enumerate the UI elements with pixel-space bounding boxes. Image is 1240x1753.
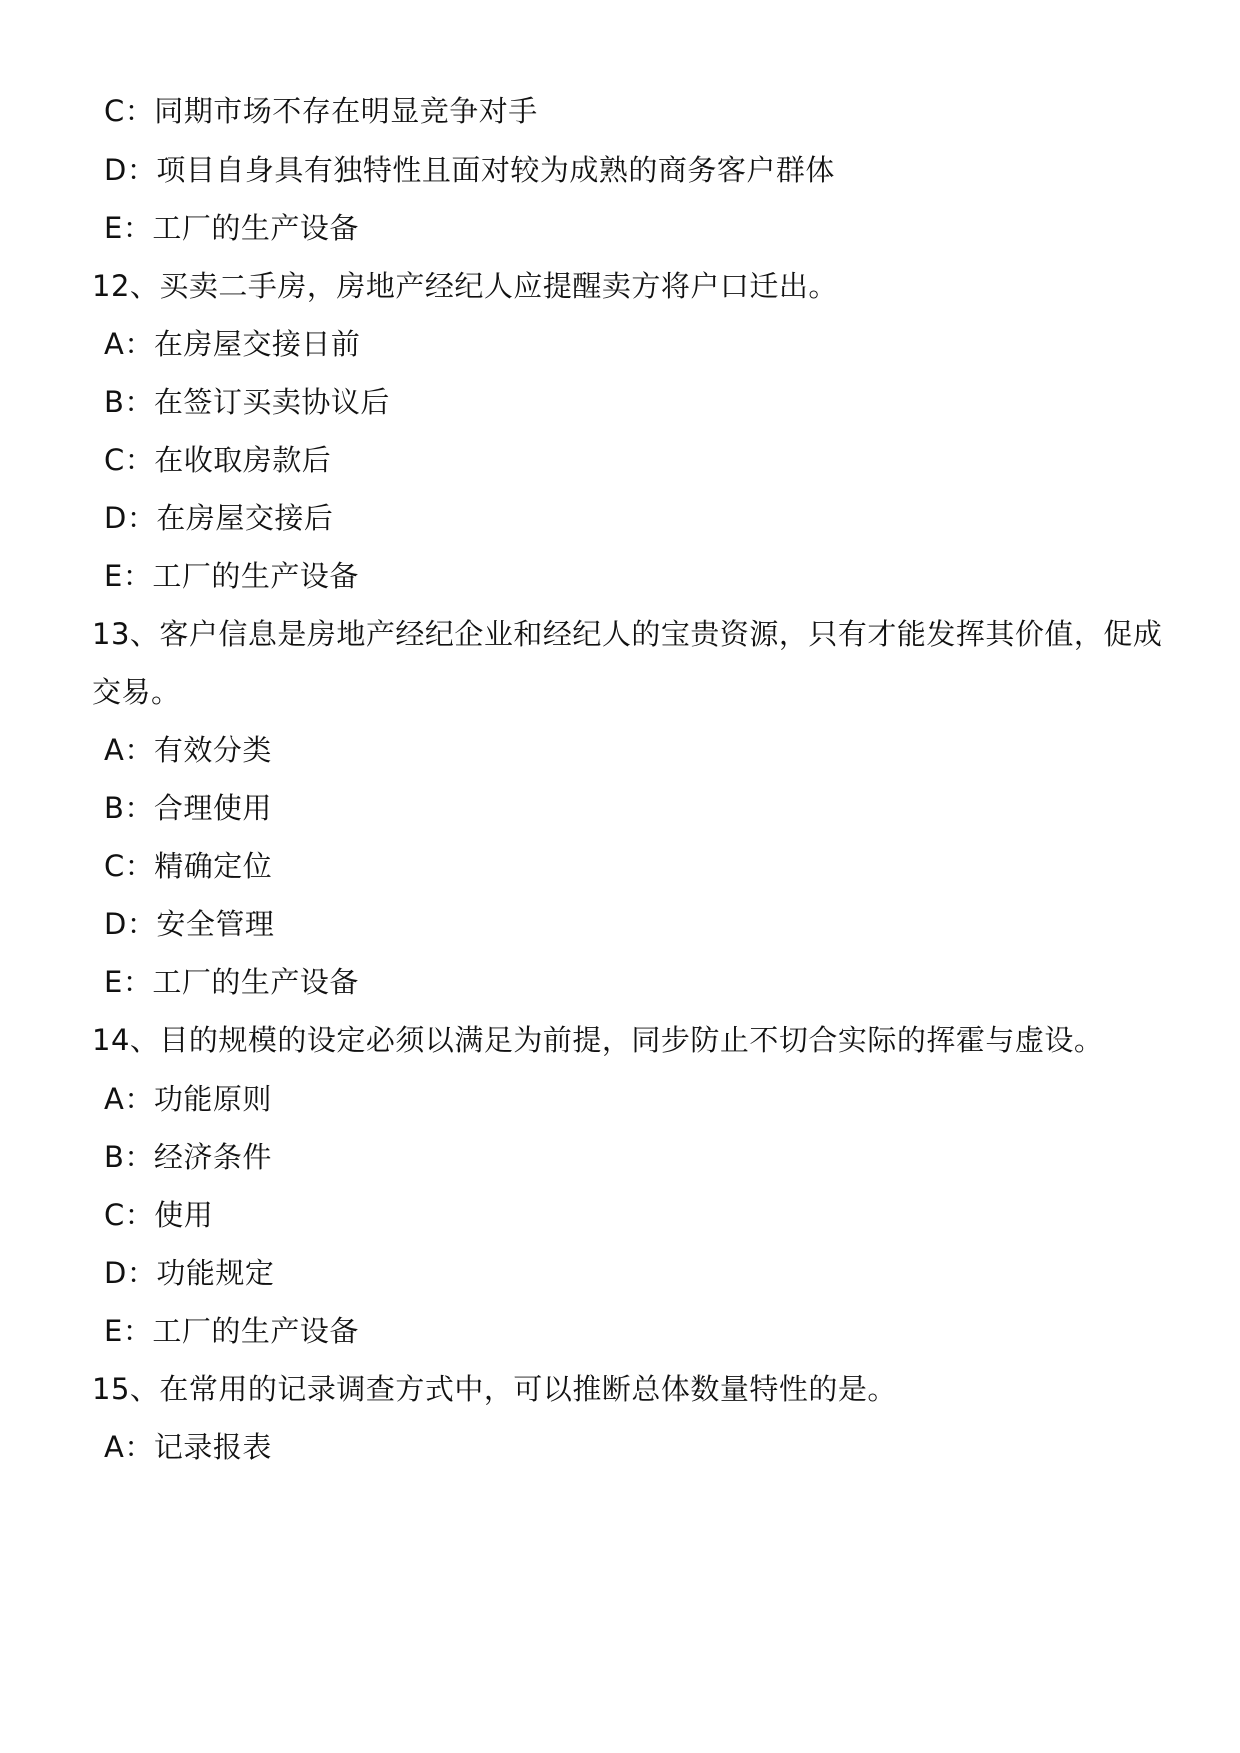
- option-line: D：安全管理: [104, 907, 275, 941]
- option-line: B：经济条件: [104, 1140, 272, 1174]
- question-line: 12、买卖二手房，房地产经纪人应提醒卖方将户口迁出。: [92, 269, 838, 303]
- option-line: E：工厂的生产设备: [104, 965, 359, 999]
- option-line: C：精确定位: [104, 849, 273, 883]
- option-line: C：使用: [104, 1198, 214, 1232]
- option-line: D：项目自身具有独特性且面对较为成熟的商务客户群体: [104, 153, 835, 187]
- option-line: B：合理使用: [104, 791, 272, 825]
- option-line: A：在房屋交接日前: [104, 327, 361, 361]
- option-line: B：在签订买卖协议后: [104, 385, 390, 419]
- option-line: E：工厂的生产设备: [104, 211, 359, 245]
- option-line: E：工厂的生产设备: [104, 1314, 359, 1348]
- question-line: 15、在常用的记录调查方式中，可以推断总体数量特性的是。: [92, 1372, 897, 1406]
- option-line: E：工厂的生产设备: [104, 559, 359, 593]
- option-line: C：在收取房款后: [104, 443, 332, 477]
- option-line: D：在房屋交接后: [104, 501, 334, 535]
- option-line: A：有效分类: [104, 733, 272, 767]
- question-line: 14、目的规模的设定必须以满足为前提，同步防止不切合实际的挥霍与虚设。: [92, 1023, 1104, 1057]
- question-line-continued: 交易。: [92, 675, 181, 709]
- option-line: D：功能规定: [104, 1256, 275, 1290]
- question-line: 13、客户信息是房地产经纪企业和经纪人的宝贵资源，只有才能发挥其价值，促成: [92, 617, 1163, 651]
- option-line: A：功能原则: [104, 1082, 272, 1116]
- option-line: C：同期市场不存在明显竞争对手: [104, 94, 538, 128]
- option-line: A：记录报表: [104, 1430, 272, 1464]
